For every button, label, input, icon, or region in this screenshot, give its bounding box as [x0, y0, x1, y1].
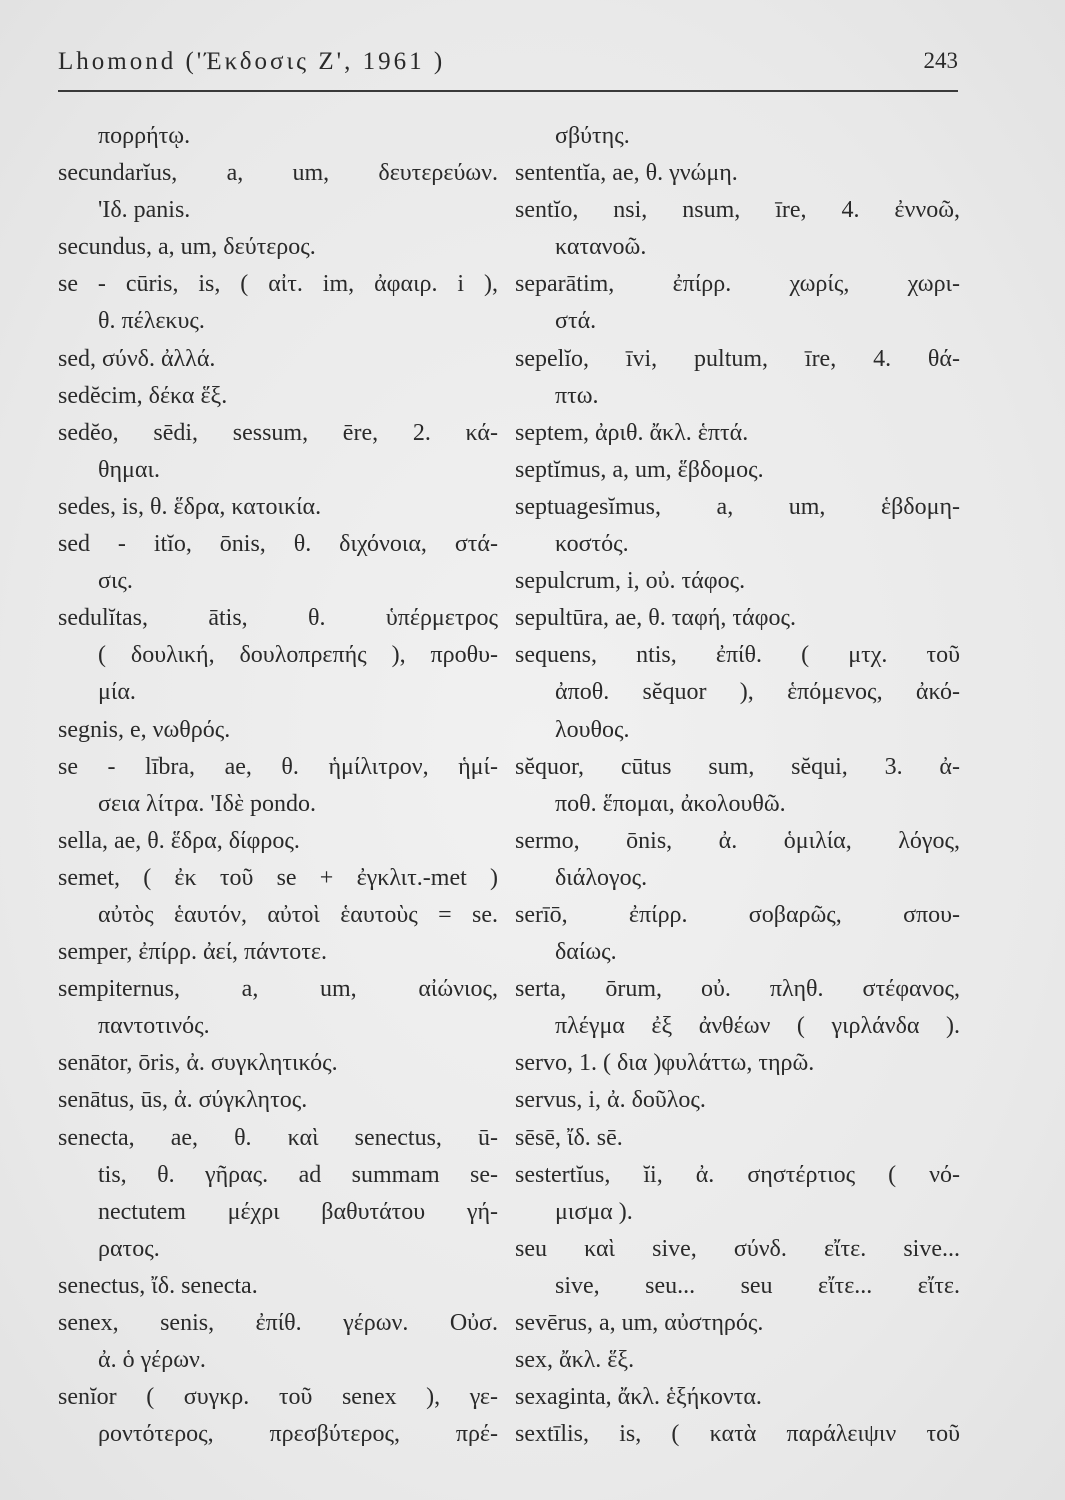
dictionary-line: ἀποθ. sĕquor ), ἑπόμενος, ἀκό- [555, 679, 960, 706]
dictionary-line: seu καὶ sive, σύνδ. εἴτε. sive... [515, 1235, 960, 1262]
dictionary-line: senātus, ūs, ἀ. σύγκλητος. [58, 1087, 308, 1114]
dictionary-line: πτω. [555, 382, 599, 409]
dictionary-line: sermo, ōnis, ἀ. ὁμιλία, λόγος, [515, 827, 960, 854]
dictionary-line: nectutem μέχρι βαθυτάτου γή- [98, 1198, 498, 1225]
dictionary-line: δαίως. [555, 939, 617, 966]
dictionary-line: senectus, ἴδ. senecta. [58, 1272, 258, 1299]
dictionary-line: sive, seu... seu εἴτε... εἴτε. [555, 1272, 960, 1299]
dictionary-line: sĕquor, cūtus sum, sĕqui, 3. ἀ- [515, 753, 960, 780]
dictionary-line: διάλογος. [555, 864, 648, 891]
dictionary-line: sed, σύνδ. ἀλλά. [58, 345, 216, 372]
dictionary-line: θ. πέλεκυς. [98, 308, 205, 335]
dictionary-line: servo, 1. ( δια )φυλάττω, τηρῶ. [515, 1050, 815, 1077]
left-column [58, 118, 498, 1453]
dictionary-line: separātim, ἐπίρρ. χωρίς, χωρι- [515, 271, 960, 298]
dictionary-line: sextīlis, is, ( κατὰ παράλειψιν τοῦ [515, 1421, 960, 1448]
dictionary-line: θημαι. [98, 456, 160, 483]
dictionary-line: sēsē, ἴδ. sē. [515, 1124, 623, 1151]
dictionary-line: sequens, ntis, ἐπίθ. ( μτχ. τοῦ [515, 642, 960, 669]
dictionary-line: semet, ( ἐκ τοῦ se + ἐγκλιτ.-met ) [58, 864, 498, 891]
dictionary-line: παντοτινός. [98, 1013, 210, 1040]
dictionary-line: segnis, e, νωθρός. [58, 716, 231, 743]
dictionary-line: 'Ιδ. panis. [98, 197, 191, 224]
dictionary-line: serta, ōrum, οὐ. πληθ. στέφανος, [515, 976, 960, 1003]
dictionary-line: sex, ἄκλ. ἕξ. [515, 1347, 635, 1374]
dictionary-line: sedes, is, θ. ἕδρα, κατοικία. [58, 493, 322, 520]
dictionary-line: sedĕo, sēdi, sessum, ēre, 2. κά- [58, 419, 498, 446]
dictionary-line: αὐτὸς ἑαυτόν, αὐτοὶ ἑαυτοὺς = se. [98, 901, 498, 928]
page-header [58, 48, 958, 88]
dictionary-line: sedulĭtas, ātis, θ. ὑπέρμετρος [58, 605, 498, 632]
dictionary-line: ( δουλική, δουλοπρεπής ), προθυ- [98, 642, 498, 669]
running-head: Lhomond ('Έκδοσις Ζ', 1961 ) [58, 48, 446, 75]
dictionary-line: μία. [98, 679, 136, 706]
page-number: 243 [923, 48, 958, 73]
dictionary-line: sententĭa, ae, θ. γνώμη. [515, 160, 738, 187]
dictionary-line: sexaginta, ἄκλ. ἑξήκοντα. [515, 1384, 762, 1411]
dictionary-line: serīō, ἐπίρρ. σοβαρῶς, σπου- [515, 901, 960, 928]
dictionary-line: septem, ἀριθ. ἄκλ. ἑπτά. [515, 419, 749, 446]
dictionary-line: se - lībra, ae, θ. ἡμίλιτρον, ἡμί- [58, 753, 498, 780]
dictionary-line: tis, θ. γῆρας. ad summam se- [98, 1161, 498, 1188]
dictionary-line: secundarĭus, a, um, δευτερεύων. [58, 160, 498, 187]
dictionary-line: κοστός. [555, 531, 629, 558]
dictionary-line: senex, senis, ἐπίθ. γέρων. Οὐσ. [58, 1310, 498, 1336]
header-rule [58, 90, 958, 92]
dictionary-line: servus, i, ἀ. δοῦλος. [515, 1087, 706, 1114]
dictionary-line: λουθος. [555, 716, 630, 743]
dictionary-line: sepelĭo, īvi, pultum, īre, 4. θά- [515, 345, 960, 372]
dictionary-line: ποθ. ἕπομαι, ἀκολουθῶ. [555, 790, 786, 817]
dictionary-line: πλέγμα ἐξ ἀνθέων ( γιρλάνδα ). [555, 1013, 960, 1040]
dictionary-line: senātor, ōris, ἀ. συγκλητικός. [58, 1050, 338, 1077]
dictionary-line: μισμα ). [555, 1198, 633, 1225]
dictionary-line: sepultūra, ae, θ. ταφή, τάφος. [515, 605, 796, 632]
dictionary-line: sentĭo, nsi, nsum, īre, 4. ἐννοῶ, [515, 197, 960, 224]
dictionary-line: ροντότερος, πρεσβύτερος, πρέ- [98, 1421, 498, 1448]
dictionary-line: ἀ. ὁ γέρων. [98, 1347, 206, 1374]
dictionary-line: sedĕcim, δέκα ἕξ. [58, 382, 228, 409]
dictionary-line: σεια λίτρα. 'Ιδὲ pondo. [98, 790, 317, 817]
dictionary-line: septuagesĭmus, a, um, ἑβδομη- [515, 493, 960, 520]
dictionary-line: sepulcrum, i, οὐ. τάφος. [515, 568, 746, 595]
dictionary-line: sempiternus, a, um, αἰώνιος, [58, 976, 498, 1003]
dictionary-line: σβύτης. [555, 123, 630, 149]
dictionary-line: secundus, a, um, δεύτερος. [58, 234, 316, 261]
dictionary-line: sed - itĭo, ōnis, θ. διχόνοια, στά- [58, 531, 498, 558]
dictionary-line: sella, ae, θ. ἕδρα, δίφρος. [58, 827, 300, 854]
dictionary-line: semper, ἐπίρρ. ἀεί, πάντοτε. [58, 939, 327, 966]
right-column [515, 118, 960, 1453]
dictionary-line: septĭmus, a, um, ἕβδομος. [515, 456, 764, 483]
dictionary-line: σις. [98, 568, 133, 595]
dictionary-line: κατανοῶ. [555, 234, 647, 261]
dictionary-line: στά. [555, 308, 597, 335]
dictionary-line: πορρήτῳ. [98, 123, 191, 149]
dictionary-line: sestertĭus, ĭi, ἀ. σηστέρτιος ( νό- [515, 1161, 960, 1188]
dictionary-line: senecta, ae, θ. καὶ senectus, ū- [58, 1124, 498, 1151]
dictionary-line: senĭor ( συγκρ. τοῦ senex ), γε- [58, 1384, 498, 1411]
dictionary-line: sevērus, a, um, αὐστηρός. [515, 1310, 764, 1336]
dictionary-line: ρατος. [98, 1235, 160, 1262]
dictionary-line: se - cūris, is, ( αἰτ. im, ἀφαιρ. i ), [58, 271, 498, 298]
